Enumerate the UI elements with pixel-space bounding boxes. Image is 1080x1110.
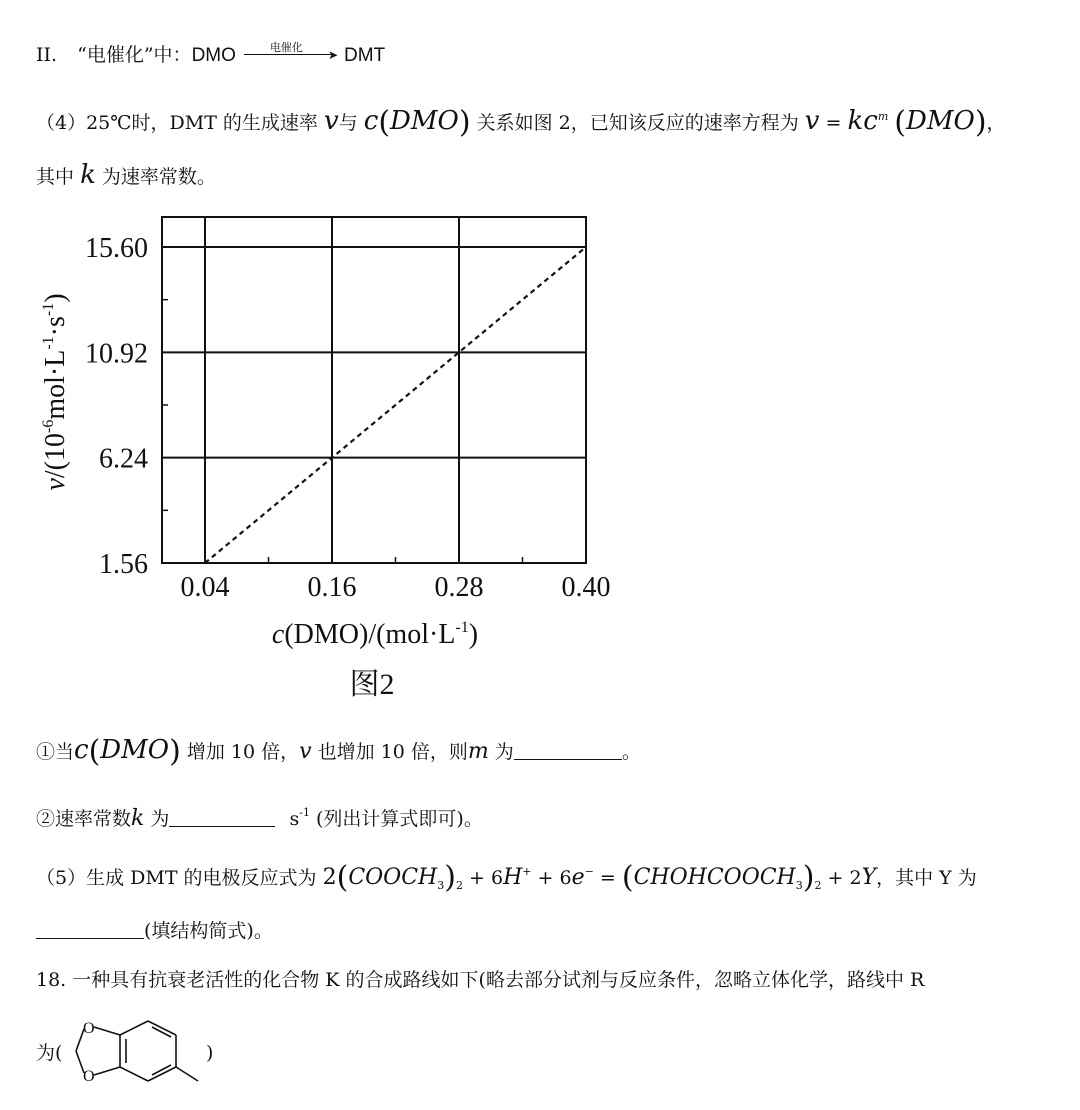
y-axis-title: $v/(10^{-6}mol\cdot L^{-1}\cdot s^{-1})$ <box>40 293 71 491</box>
sub1-c: c <box>74 735 89 765</box>
q5-e-sup: − <box>584 865 594 878</box>
q18-text: 一种具有抗衰老活性的化合物 K 的合成路线如下(略去部分试剂与反应条件，忽略立体化学，路线中 R <box>72 969 925 991</box>
q5-plus-6e: + 6 <box>537 867 572 889</box>
q4-text-qizhong: 其中 <box>36 166 75 188</box>
sub1-text2: 也增加 10 倍，则 <box>317 741 468 763</box>
q4-line2 <box>36 162 216 190</box>
eq-rate-symbol: v <box>804 106 820 136</box>
q5-text-fill: (填结构简式)。 <box>144 920 273 942</box>
answer-blank-k[interactable] <box>169 808 275 827</box>
sub2-unit: s <box>289 808 300 830</box>
figure-2-chart <box>30 205 690 705</box>
q5-plus-6: + 6 <box>469 867 504 889</box>
q4-number: （4） <box>36 112 87 134</box>
q5-equals: = <box>599 867 622 889</box>
q18-wei: 为( <box>36 1042 63 1064</box>
section-ii-line <box>36 41 385 69</box>
q5-sub3b: 3 <box>795 879 803 892</box>
q5-text2: ，其中 Y 为 <box>876 867 977 889</box>
x-tick-label: 0.28 <box>434 572 484 603</box>
q5-line2 <box>36 918 273 944</box>
q5-paren1-open: ( <box>336 860 349 895</box>
x-axis-title: $c(DMO)/(mol\cdot L^{-1})$ <box>271 619 479 650</box>
q5-y: Y <box>861 865 877 890</box>
sub2-text2: (列出计算式即可)。 <box>316 808 483 830</box>
sub1-line <box>36 734 641 769</box>
q18-close: ) <box>206 1042 214 1064</box>
product-dmt: DMT <box>343 45 386 66</box>
eq-kc: kc <box>847 106 878 136</box>
section-title: 电催化 <box>86 44 144 66</box>
dmo-symbol: DMO <box>390 106 459 136</box>
x-tick-label: 0.04 <box>180 572 230 603</box>
sub1-paren-close: ) <box>169 734 181 769</box>
atom-o-top: O <box>83 1020 95 1037</box>
sub1-text3: 为 <box>494 741 514 763</box>
q5-sub3: 3 <box>437 879 445 892</box>
q4-text-relation: 关系如图 2，已知该反应的速率方程为 <box>476 112 799 134</box>
sub1-dmo: DMO <box>100 735 170 765</box>
sub1-m: m <box>467 739 489 764</box>
y-tick-label: 1.56 <box>99 549 148 580</box>
arrow-condition-label: 电催化 <box>269 41 303 54</box>
sub1-paren-open: ( <box>88 734 101 769</box>
q5-e: e <box>571 865 585 890</box>
sub1-text1: 增加 10 倍， <box>186 741 300 763</box>
q4-comma: ， <box>986 112 1006 134</box>
q4-text-temp: 25℃时，DMT 的生成速率 <box>86 112 318 134</box>
q4-text-rate-constant: 为速率常数。 <box>101 166 216 188</box>
series-line <box>205 247 586 563</box>
eq-dmo: DMO <box>906 106 975 136</box>
atom-o-bottom: O <box>83 1068 95 1085</box>
q5-h-sup: + <box>522 865 532 878</box>
q5-line1 <box>36 859 977 899</box>
sub2-text1: 为 <box>150 808 170 830</box>
reaction-arrow <box>242 41 338 63</box>
k-symbol: k <box>80 160 96 190</box>
figure-caption: 图2 <box>349 668 395 701</box>
q18-number: 18. <box>36 969 67 991</box>
q5-paren2-close: ) <box>802 860 815 895</box>
conc-symbol: c <box>363 106 379 136</box>
sub1-v: v <box>299 739 312 764</box>
q4-text-yu: 与 <box>338 112 358 134</box>
q5-chohcooch: CHOHCOOCH <box>633 865 796 890</box>
open-quote: “ <box>77 44 87 66</box>
q18-line1 <box>36 967 924 993</box>
q18-close-paren <box>206 1040 213 1066</box>
eq-paren-open: ( <box>894 105 907 140</box>
sub2-k: k <box>131 806 145 831</box>
q18-line2 <box>36 1040 62 1066</box>
q5-sub2b: 2 <box>814 879 822 892</box>
sub2-unit-sup: -1 <box>299 806 310 819</box>
x-tick-label: 0.40 <box>561 572 611 603</box>
paren-close: ) <box>458 105 471 140</box>
sub1-end: 。 <box>621 741 641 763</box>
q5-text1: 生成 DMT 的电极反应式为 <box>86 867 317 889</box>
reactant-dmo: DMO <box>191 45 236 66</box>
q4-line1 <box>36 104 1006 140</box>
close-quote: ”中： <box>143 44 192 66</box>
arrow-head-icon: ➤ <box>327 48 338 62</box>
answer-blank-y[interactable] <box>36 920 144 939</box>
eq-exponent-m: m <box>877 110 889 123</box>
q5-sub2: 2 <box>455 879 463 892</box>
q5-number: （5） <box>36 867 87 889</box>
y-tick-label: 15.60 <box>85 233 148 264</box>
x-tick-label: 0.16 <box>307 572 357 603</box>
q5-plus-2: + 2 <box>827 867 862 889</box>
q5-paren2-open: ( <box>621 860 634 895</box>
answer-blank-m[interactable] <box>514 741 622 760</box>
eq-equals: = <box>819 112 848 134</box>
eq-paren-close: ) <box>974 105 987 140</box>
plot-frame <box>162 217 586 563</box>
q5-coef: 2 <box>322 865 337 890</box>
q5-h: H <box>503 865 523 890</box>
paren-open: ( <box>378 105 391 140</box>
q5-cooch: COOCH <box>348 865 438 890</box>
q5-paren1-close: ) <box>444 860 456 895</box>
arrow-shaft <box>244 54 332 55</box>
y-tick-label: 10.92 <box>85 338 148 370</box>
rate-symbol: v <box>323 106 339 136</box>
sub2-mark: ②速率常数 <box>36 808 132 830</box>
sub1-mark: ①当 <box>36 741 75 763</box>
y-tick-label: 6.24 <box>99 443 148 475</box>
section-label: II. <box>36 44 58 66</box>
sub2-line <box>36 800 483 832</box>
